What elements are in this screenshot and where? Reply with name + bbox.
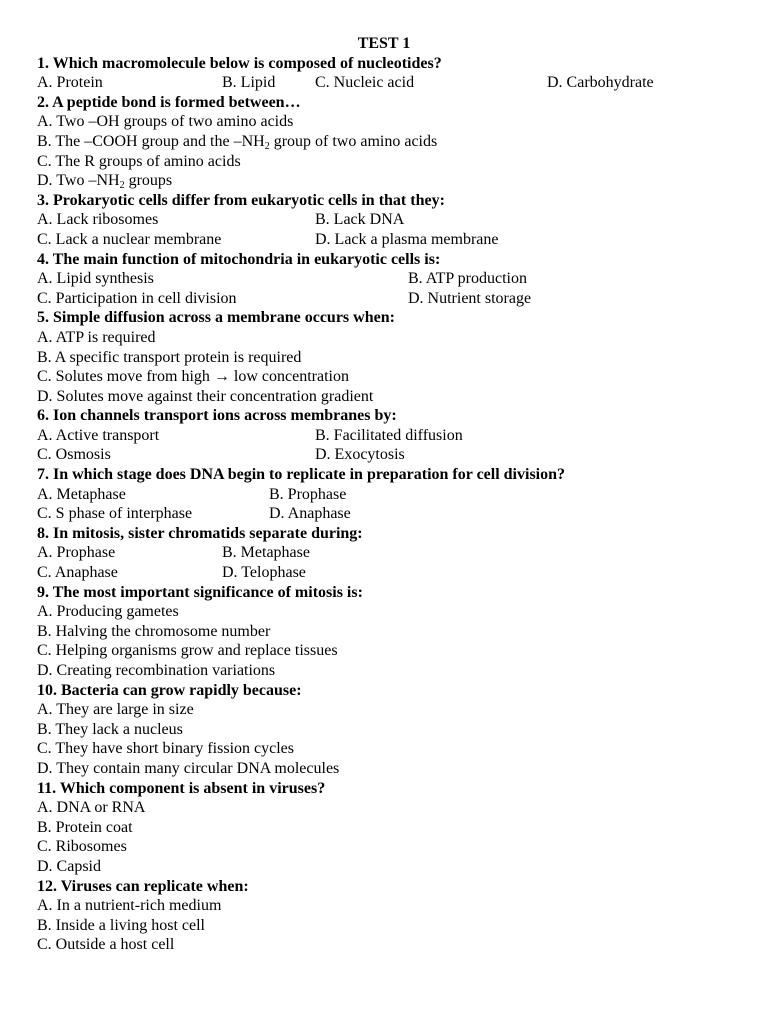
question-5: 5. Simple diffusion across a membrane occurs when: xyxy=(37,309,395,327)
option-d: D. Capsid xyxy=(37,857,101,875)
option-c: C. S phase of interphase xyxy=(37,505,193,523)
option-c: C. The R groups of amino acids xyxy=(37,152,241,170)
option-a: A. ATP is required xyxy=(37,328,156,346)
option-b: B. Facilitated diffusion xyxy=(315,426,463,444)
option-a: A. Two –OH groups of two amino acids xyxy=(37,113,294,131)
option-c: C. Anaphase xyxy=(37,564,118,582)
option-d: D. Nutrient storage xyxy=(408,289,532,307)
page-title: TEST 1 xyxy=(357,35,411,52)
option-b: B. Halving the chromosome number xyxy=(37,622,271,640)
question-11: 11. Which component is absent in viruses? xyxy=(37,779,326,797)
subscript: 2 xyxy=(264,140,270,152)
question-4-options-row-2 xyxy=(37,289,737,309)
option-b-text-end: group of two amino acids xyxy=(269,132,438,150)
option-d: D. Carbohydrate xyxy=(547,74,654,92)
option-a: A. Metaphase xyxy=(37,485,126,503)
option-d: D. Lack a plasma membrane xyxy=(315,230,499,248)
option-b: B. Inside a living host cell xyxy=(37,916,205,934)
option-b xyxy=(37,132,737,152)
option-d xyxy=(37,171,737,191)
option-d-text: D. Two –NH xyxy=(37,172,120,190)
option-b: B. Metaphase xyxy=(222,544,310,562)
option-a: A. Lipid synthesis xyxy=(37,270,154,288)
option-b-text: B. The –COOH group and the –NH xyxy=(37,132,265,150)
option-d: D. They contain many circular DNA molecules xyxy=(37,759,340,777)
option-a: A. Active transport xyxy=(37,426,160,444)
option-a: A. DNA or RNA xyxy=(37,799,146,817)
option-b: B. They lack a nucleus xyxy=(37,720,183,738)
option-d: D. Solutes move against their concentration gradient xyxy=(37,387,374,405)
question-1-options xyxy=(37,73,737,93)
option-a: A. Producing gametes xyxy=(37,603,179,621)
question-1: 1. Which macromolecule below is composed of nucleotides? xyxy=(37,54,442,72)
question-6: 6. Ion channels transport ions across membranes by: xyxy=(37,407,397,425)
option-a: A. In a nutrient-rich medium xyxy=(37,897,222,915)
question-6-options-row-1 xyxy=(37,426,737,446)
question-6-options-row-2 xyxy=(37,445,737,465)
question-4: 4. The main function of mitochondria in eukaryotic cells is: xyxy=(37,250,441,268)
question-7-options-row-2 xyxy=(37,504,737,524)
question-4-options-row-1 xyxy=(37,269,737,289)
option-d: D. Exocytosis xyxy=(315,446,405,464)
test-document xyxy=(37,34,737,955)
question-12: 12. Viruses can replicate when: xyxy=(37,877,249,895)
option-a: A. Protein xyxy=(37,74,103,92)
option-a: A. Prophase xyxy=(37,544,116,562)
option-c: C. Ribosomes xyxy=(37,838,127,856)
option-b: B. Prophase xyxy=(269,485,347,503)
question-3: 3. Prokaryotic cells differ from eukaryotic cells in that they: xyxy=(37,191,445,209)
question-8-options-row-2 xyxy=(37,563,737,583)
option-b: B. Protein coat xyxy=(37,818,133,836)
question-7: 7. In which stage does DNA begin to replicate in preparation for cell division? xyxy=(37,466,566,484)
option-b: B. Lipid xyxy=(222,74,276,92)
option-c: C. Outside a host cell xyxy=(37,936,175,954)
question-8-options-row-1 xyxy=(37,543,737,563)
option-b: B. ATP production xyxy=(408,270,527,288)
option-c: C. Osmosis xyxy=(37,446,111,464)
question-10: 10. Bacteria can grow rapidly because: xyxy=(37,681,302,699)
option-d: D. Anaphase xyxy=(269,505,351,523)
option-c: C. Participation in cell division xyxy=(37,289,237,307)
option-c: C. Solutes move from high → low concentration xyxy=(37,368,349,386)
option-c: C. Lack a nuclear membrane xyxy=(37,230,222,248)
option-d: D. Creating recombination variations xyxy=(37,662,276,679)
option-a: A. They are large in size xyxy=(37,701,194,719)
option-a: A. Lack ribosomes xyxy=(37,211,159,229)
question-7-options-row-1 xyxy=(37,485,737,505)
subscript: 2 xyxy=(119,180,125,192)
question-9: 9. The most important significance of mitosis is: xyxy=(37,583,363,601)
question-3-options-row-1 xyxy=(37,210,737,230)
option-c: C. Nucleic acid xyxy=(315,74,415,92)
question-3-options-row-2 xyxy=(37,230,737,250)
question-2: 2. A peptide bond is formed between… xyxy=(37,93,301,111)
question-8: 8. In mitosis, sister chromatids separate during: xyxy=(37,524,363,542)
option-c: C. They have short binary fission cycles xyxy=(37,740,294,758)
option-c: C. Helping organisms grow and replace tissues xyxy=(37,642,338,660)
option-d-text-end: groups xyxy=(124,172,173,190)
option-d: D. Telophase xyxy=(222,564,306,582)
option-b: B. Lack DNA xyxy=(315,211,405,229)
option-b: B. A specific transport protein is required xyxy=(37,348,302,366)
